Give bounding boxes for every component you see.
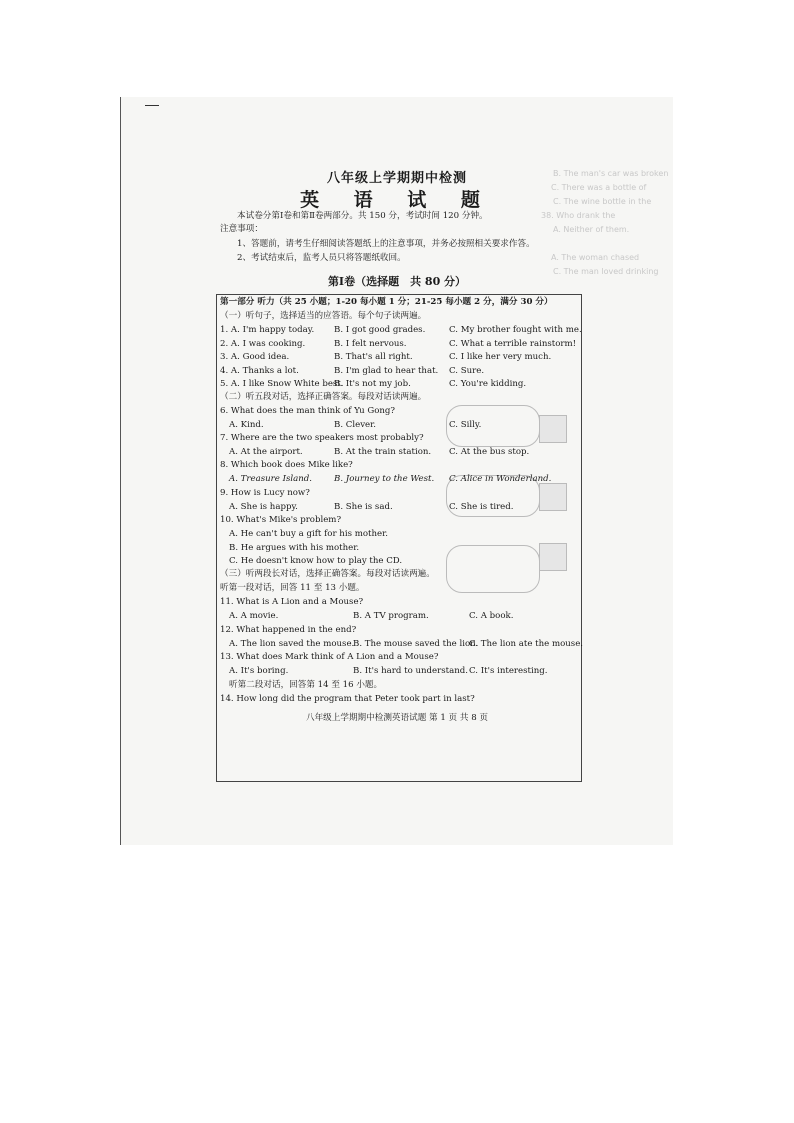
question: 9. How is Lucy now? [220,488,310,498]
option: C. At the bus stop. [449,447,530,457]
option: A. She is happy. [229,502,298,512]
option: A. The lion saved the mouse. [229,639,355,649]
dialog-instruction: 听第二段对话，回答第 14 至 16 小题。 [229,680,383,690]
exam-title: 英 语 试 题 [300,189,494,211]
option: A. A movie. [229,611,279,621]
question: 6. What does the man think of Yu Gong? [220,406,396,416]
option: C. What a terrible rainstorm! [449,339,577,349]
option: C. Sure. [449,366,485,376]
option: B. He argues with his mother. [229,543,360,553]
question: 13. What does Mark think of A Lion and a Mouse? [220,652,439,662]
option: C. The lion ate the mouse. [469,639,584,649]
option: C. It's interesting. [469,666,548,676]
notice-label: 注意事项： [220,224,263,234]
question: 14. How long did the program that Peter took part in last? [220,694,475,704]
option: C. She is tired. [449,502,514,512]
option: B. That's all right. [334,352,413,362]
part-heading: 第一部分 听力（共 25 小题；1-20 每小题 1 分；21-25 每小题 2 分，满分 30 分） [220,297,553,307]
option: A. It's boring. [229,666,289,676]
section-title: 第Ⅰ卷（选择题 共 80 分） [327,275,467,288]
question: 10. What's Mike's problem? [220,515,342,525]
question: 7. Where are the two speakers most probably? [220,433,424,443]
option: B. She is sad. [334,502,393,512]
option: 3. A. Good idea. [220,352,290,362]
notice-item: 1、答题前，请考生仔细阅读答题纸上的注意事项，并务必按照相关要求作答。 [237,239,535,249]
option: A. He can't buy a gift for his mother. [229,529,389,539]
question: 11. What is A Lion and a Mouse? [220,597,364,607]
option: C. A book. [469,611,514,621]
scanned-page: B. The man's car was broken C. There was a bottle of C. The wine bottle in the 38. Who drank the A. Neither of them. A. The woman chased C. The man loved drinking 八年级上学期期中检测 英 语 试 题 本试卷分第Ⅰ卷和第Ⅱ卷两部分。共 150 分，考试时间 120 分钟。 注意事项： 1、答题前，请考生仔细阅读答题纸上的注意事项，并务必按照相关要求作答。 2、考试结束后，监考人员只将答题纸收回。 第Ⅰ卷（选择题 共 80 分） 第一部分 听力（共 25 小题；1-20 每小题 1 分；21-25 每小题 2 分，满分 30 分） （一）听句子，选择适当的应答语。每个句子读两遍。 1. A. I'm happy today. B. I got good grades. C. My brother fought with me. 2. A. I was cooking. B. I felt nervous. C. What a terrible rainstorm! 3. A. Good idea. B. That's all right. C. I like her very much. 4. A. Thanks a lot. B. I'm glad to hear that. C. Sure. 5. A. I like Snow White best. B. It's not my job. C. You're kidding. （二）听五段对话，选择正确答案。每段对话读两遍。 6. What does the man think of Yu Gong? A. Kind. B. Clever. C. Silly. 7. Where are the two speakers most probably? A. At the airport. B. At the train station. C. At the bus stop. 8. Which book does Mike like? A. Treasure Island. B. Journey to the West. C. Alice in Wonderland. 9. How is Lucy now? A. She is happy. B. She is sad. C. She is tired. 10. What's Mike's problem? A. He can't buy a gift for his mother. B. He argues with his mother. C. He doesn't know how to play the CD. （三）听两段长对话，选择正确答案。每段对话读两遍。 听第一段对话，回答 11 至 13 小题。 11. What is A Lion and a Mouse? A. A movie. B. A TV program. C. A book. 12. What happened in the end? A. The lion saved the mouse. B. The mouse saved the lion. C. The lion ate the mouse. 13. What does Mark think of A Lion and a Mouse? A. It's boring. B. It's hard to understand. C. It's interesting. 听第二段对话，回答第 14 至 16 小题。 14. How long did the program that Peter took part in last? 八年级上学期期中检测英语试题 第 1 页 共 8 页 [120,97,673,845]
notice-item: 2、考试结束后，监考人员只将答题纸收回。 [237,253,406,263]
option: B. I got good grades. [334,325,426,335]
option: B. I felt nervous. [334,339,407,349]
question: 8. Which book does Mike like? [220,460,353,470]
exam-subtitle: 八年级上学期期中检测 [326,171,467,186]
option: B. It's not my job. [334,379,411,389]
dialog-instruction: 听第一段对话，回答 11 至 13 小题。 [220,583,365,593]
option: B. Clever. [334,420,377,430]
option: 1. A. I'm happy today. [220,325,315,335]
option: 5. A. I like Snow White best. [220,379,344,389]
option: C. My brother fought with me. [449,325,582,335]
option: 2. A. I was cooking. [220,339,306,349]
option: A. Treasure Island. [229,474,313,484]
scan-mark [145,105,159,106]
option: A. Kind. [229,420,264,430]
option: B. At the train station. [334,447,432,457]
option: B. It's hard to understand. [353,666,469,676]
option: B. I'm glad to hear that. [334,366,439,376]
option: B. A TV program. [353,611,429,621]
intro-line: 本试卷分第Ⅰ卷和第Ⅱ卷两部分。共 150 分，考试时间 120 分钟。 [237,211,488,221]
page-footer: 八年级上学期期中检测英语试题 第 1 页 共 8 页 [305,713,488,723]
option: A. At the airport. [229,447,303,457]
option: C. I like her very much. [449,352,552,362]
option: B. The mouse saved the lion. [353,639,479,649]
subsection-heading: （二）听五段对话，选择正确答案。每段对话读两遍。 [220,392,427,402]
option: C. He doesn't know how to play the CD. [229,556,403,566]
option: B. Journey to the West. [334,474,435,484]
subsection-heading: （一）听句子，选择适当的应答语。每个句子读两遍。 [220,311,427,321]
option: C. You're kidding. [449,379,527,389]
option: C. Silly. [449,420,482,430]
question: 12. What happened in the end? [220,625,357,635]
option: C. Alice in Wonderland. [449,474,552,484]
subsection-heading: （三）听两段长对话，选择正确答案。每段对话读两遍。 [220,569,435,579]
option: 4. A. Thanks a lot. [220,366,299,376]
